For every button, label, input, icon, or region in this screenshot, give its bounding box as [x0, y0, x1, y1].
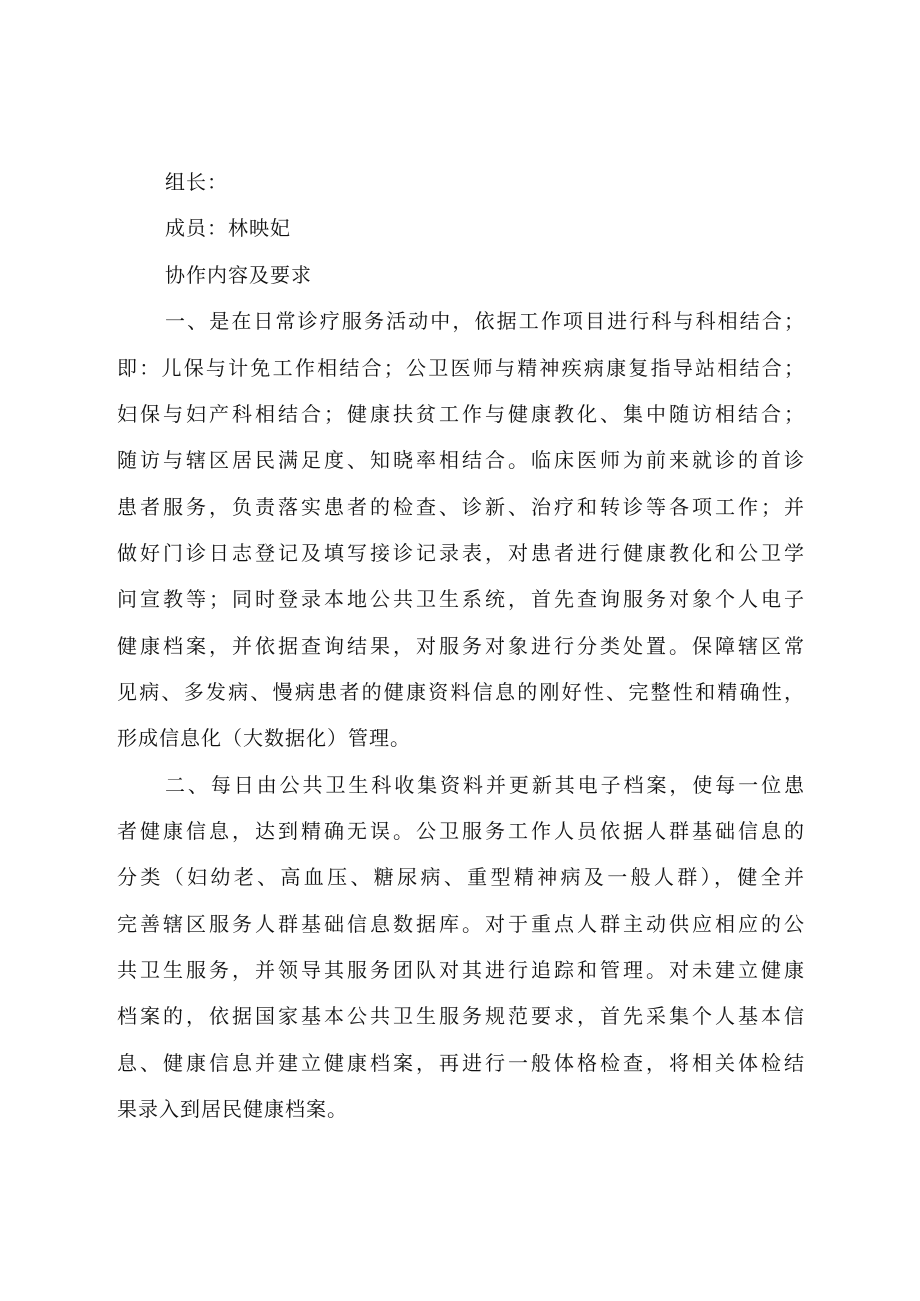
paragraph-line: 完善辖区服务人群基础信息数据库。对于重点人群主动供应相应的公 [117, 912, 805, 936]
paragraph-line: 息、健康信息并建立健康档案，再进行一般体格检查，将相关体检结 [117, 1051, 805, 1075]
paragraph-line: 做好门诊日志登记及填写接诊记录表，对患者进行健康教化和公卫学 [117, 541, 805, 565]
paragraph-line: 见病、多发病、慢病患者的健康资料信息的刚好性、完整性和精确性， [117, 680, 805, 704]
paragraph-line: 分类（妇幼老、高血压、糖尿病、重型精神病及一般人群），健全并 [117, 865, 805, 889]
paragraph-line: 一、是在日常诊疗服务活动中，依据工作项目进行科与科相结合； [165, 309, 805, 333]
paragraph-line: 形成信息化（大数据化）管理。 [117, 726, 411, 750]
paragraph-line: 患者服务，负责落实患者的检查、诊新、治疗和转诊等各项工作；并 [117, 495, 805, 519]
section-title: 协作内容及要求 [165, 263, 312, 287]
paragraph-line: 问宣教等；同时登录本地公共卫生系统，首先查询服务对象个人电子 [117, 587, 805, 611]
leader-line: 组长： [165, 170, 228, 194]
paragraph-line: 健康档案，并依据查询结果，对服务对象进行分类处置。保障辖区常 [117, 634, 805, 658]
paragraph-line: 妇保与妇产科相结合；健康扶贫工作与健康教化、集中随访相结合； [117, 402, 805, 426]
members-line: 成员：林映妃 [165, 216, 291, 240]
paragraph-line: 即：儿保与计免工作相结合；公卫医师与精神疾病康复指导站相结合； [117, 356, 805, 380]
paragraph-line: 二、每日由公共卫生科收集资料并更新其电子档案，使每一位患 [165, 773, 805, 797]
paragraph-line: 随访与辖区居民满足度、知晓率相结合。临床医师为前来就诊的首诊 [117, 448, 805, 472]
paragraph-line: 共卫生服务，并领导其服务团队对其进行追踪和管理。对未建立健康 [117, 958, 805, 982]
paragraph-line: 档案的，依据国家基本公共卫生服务规范要求，首先采集个人基本信 [117, 1004, 805, 1028]
paragraph-line: 者健康信息，达到精确无误。公卫服务工作人员依据人群基础信息的 [117, 819, 805, 843]
paragraph-line: 果录入到居民健康档案。 [117, 1097, 348, 1121]
